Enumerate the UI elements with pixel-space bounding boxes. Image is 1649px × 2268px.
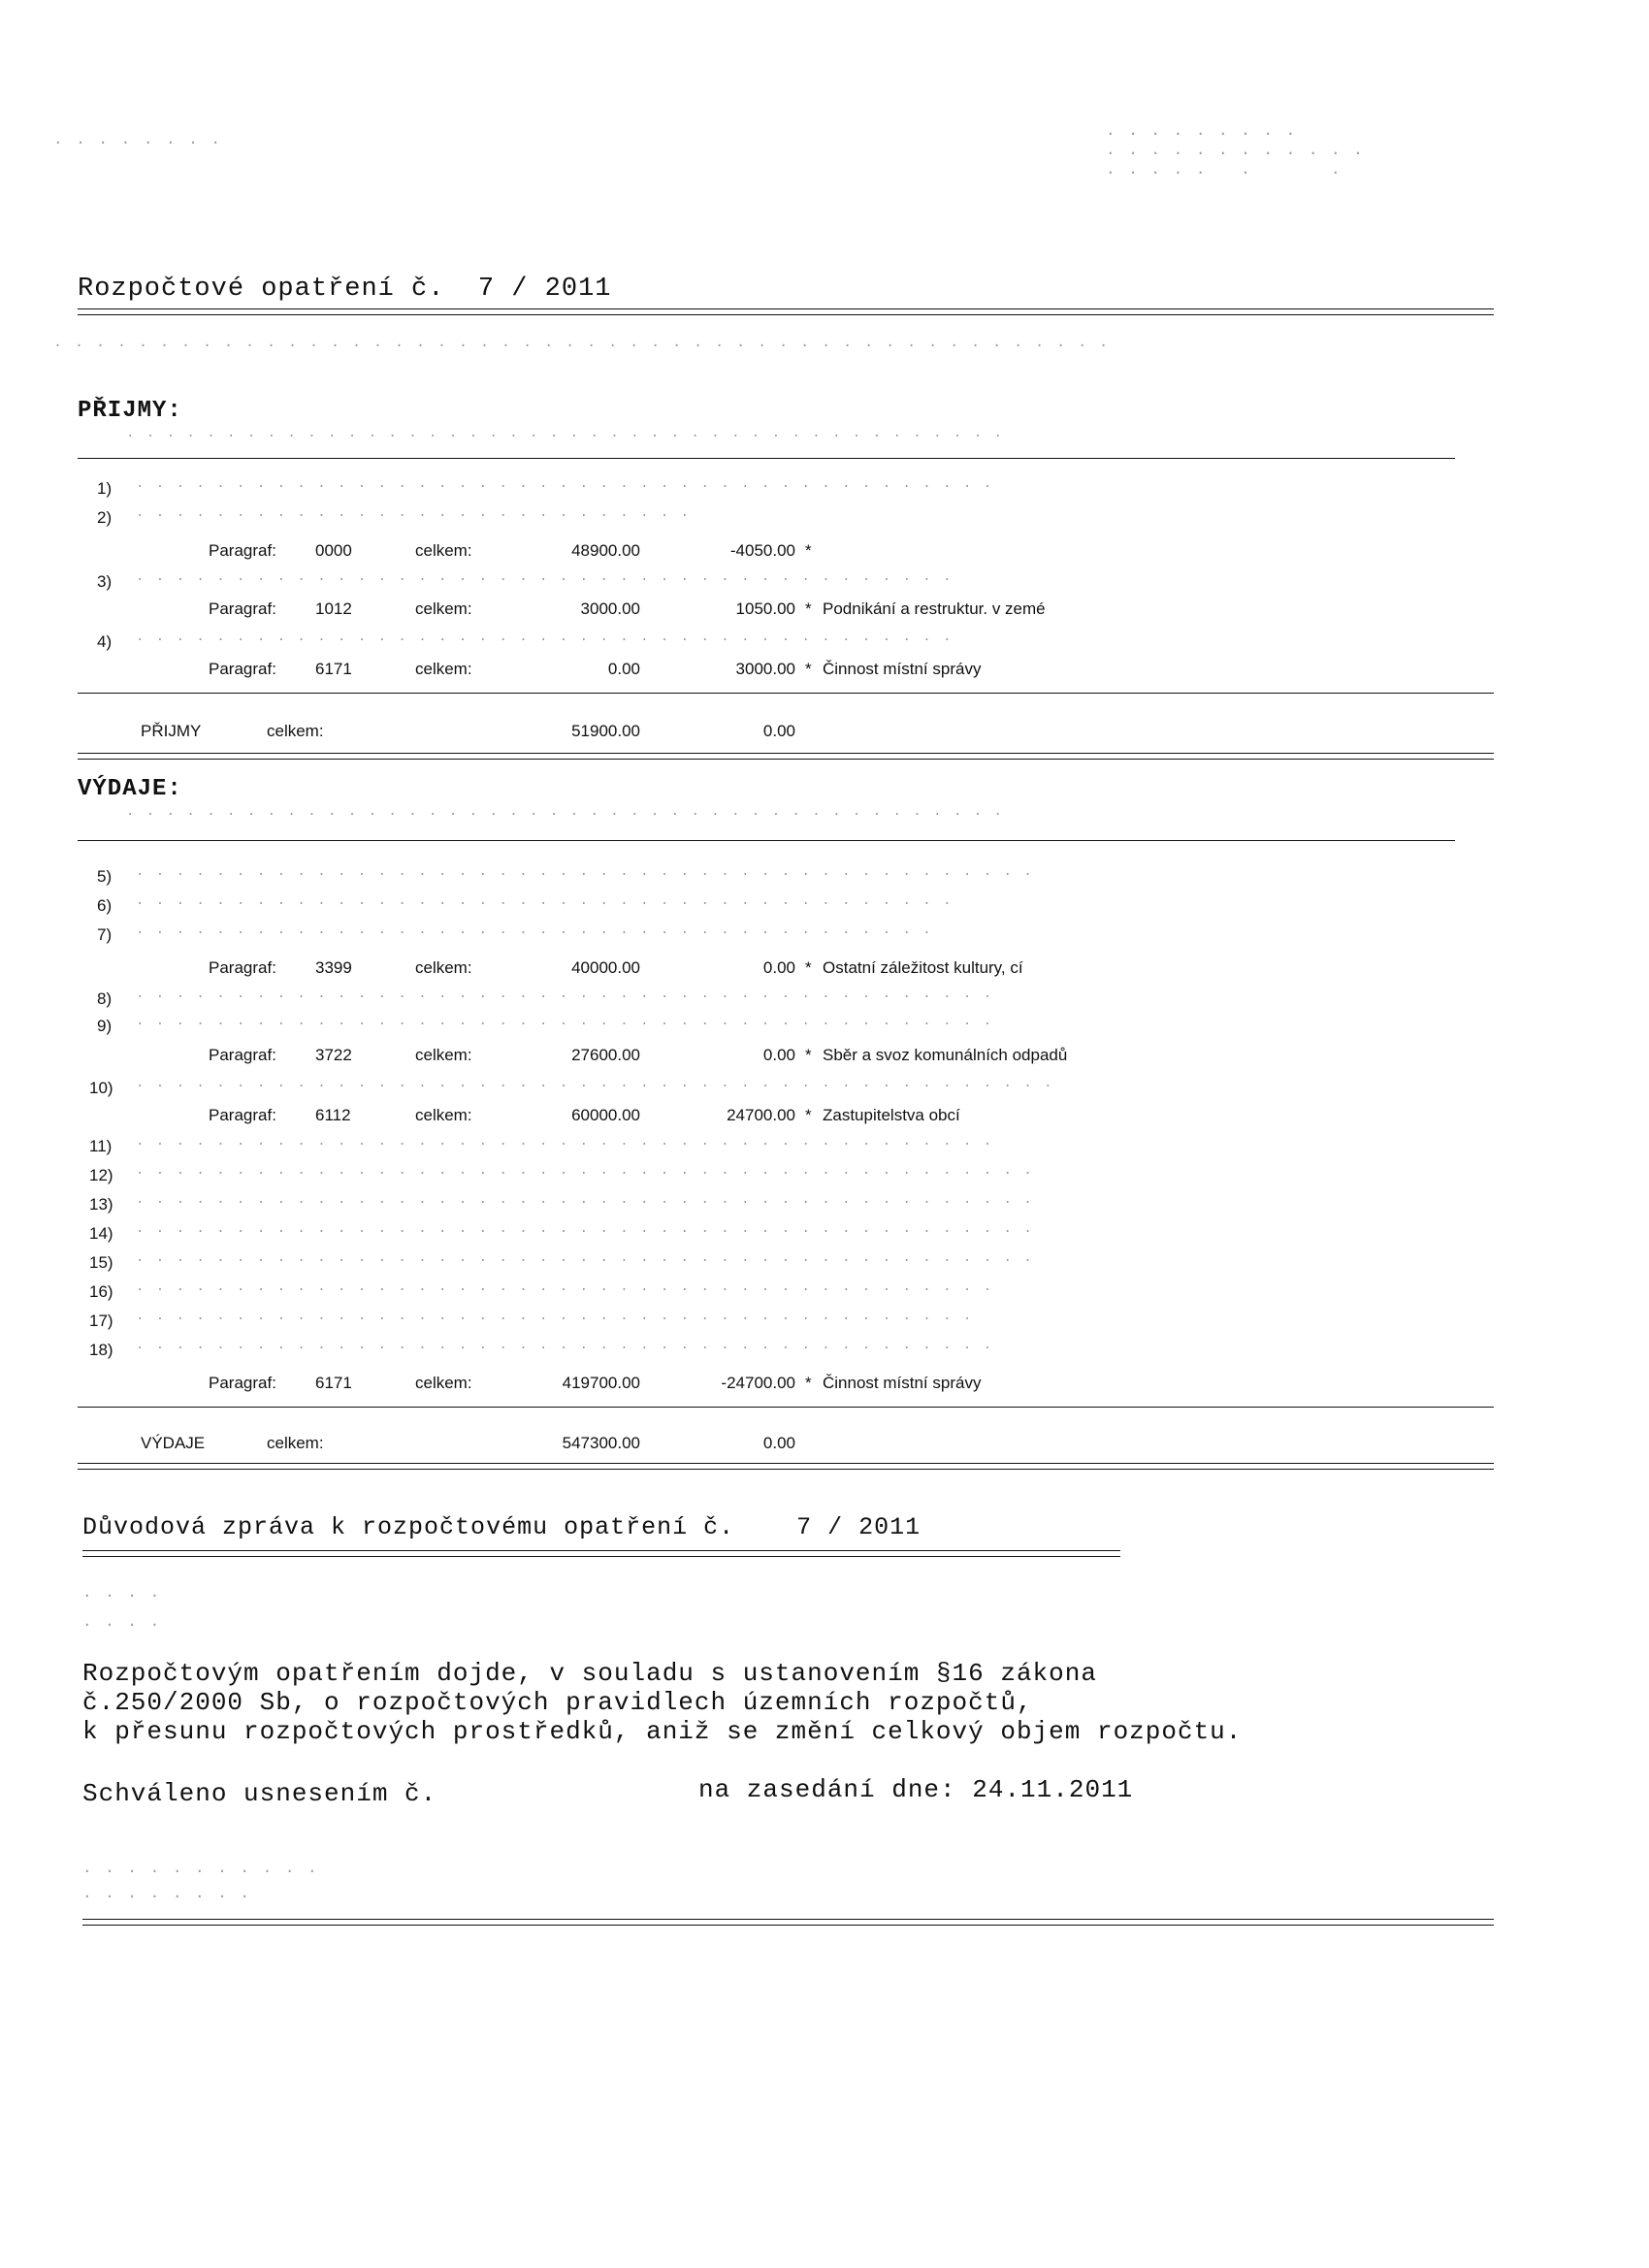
line-label: 3) [97,572,113,591]
paragraph-change: 3000.00 [735,660,795,678]
line-label: 9) [97,1017,113,1035]
justification-text-line-1: Rozpočtovým opatřením dojde, v souladu s ustanovením §16 zákona [82,1659,1097,1688]
paragraph-label: Paragraf: [209,599,276,618]
expenses-total-label: VÝDAJE [141,1434,206,1452]
paragraph-name: Zastupitelstva obcí [823,1106,960,1124]
title-divider-2 [78,314,1494,315]
paragraph-star: * [805,1374,812,1392]
paragraph-star: * [805,660,812,678]
line-label: 15) [89,1253,113,1272]
faint-footer-signature: · · · · · · · · · · · · · · · · · · · [82,1863,319,1905]
faint-line: · · · · · · · · · · · · · · · · · · · · · · · · · · · · · · · · · · · · · · · · · · · [136,1282,994,1298]
paragraph-name: Ostatní záležitost kultury, cí [823,958,1023,977]
paragraph-celkem: celkem: [415,1374,472,1392]
justification-text-line-3: k přesunu rozpočtových prostředků, aniž se změní celkový objem rozpočtu. [82,1717,1243,1746]
title-divider [78,308,1494,309]
faint-header-left: · · · · · · · · [53,134,223,151]
line-label: 5) [97,867,113,886]
paragraph-amount: 3000.00 [580,599,640,618]
faint-intro-line: · · · · · · · · · · · · · · · · · · · · · · · · · · · · · · · · · · · · · · · · · · · · · · · · · · [53,338,1111,354]
paragraph-change: -4050.00 [729,541,795,560]
justification-number: 7 / 2011 [796,1513,922,1541]
faint-line: · · · · · · · · · · · · · · · · · · · · · · · · · · · · · · · · · · · · · · · · · · · · · · [136,1079,1054,1094]
paragraph-code: 6171 [315,1374,352,1392]
faint-header-right: · · · · · · · · · · · · · · · · · · · · · · · · · · · · [1106,125,1365,181]
justification-text-line-2: č.250/2000 Sb, o rozpočtových pravidlech územních rozpočtů, [82,1688,1033,1717]
expenses-end-rule [78,1463,1494,1464]
faint-line: · · · · · · · · · · · · · · · · · · · · · · · · · · · · · · · · · · · · · · · · · · [136,1312,974,1327]
faint-line: · · · · · · · · · · · · · · · · · · · · · · · · · · · · · · · · · · · · · · · · · [136,896,954,912]
paragraph-code: 3399 [315,958,352,977]
expenses-total-rule [78,1407,1494,1408]
faint-line: · · · · · · · · · · · · · · · · · · · · · · · · · · · · · · · · · · · · · · · · · · · [136,1017,994,1032]
faint-line: · · · · · · · · · · · · · · · · · · · · · · · · · · · · · · · · · · · · · · · · · · · · · [136,1166,1034,1182]
line-label: 6) [97,896,113,915]
paragraph-change: 24700.00 [727,1106,795,1124]
paragraph-star: * [805,541,812,560]
line-label: 14) [89,1224,113,1243]
paragraph-code: 6171 [315,660,352,678]
faint-line: · · · · · · · · · · · · · · · · · · · · · · · · · · · · [136,508,692,524]
paragraph-amount: 48900.00 [571,541,640,560]
line-label: 4) [97,632,113,651]
faint-expenses-column-header: · · · · · · · · · · · · · · · · · · · · · · · · · · · · · · · · · · · · · · · · · · · · [126,807,1004,823]
paragraph-name: Podnikání a restruktur. v zemé [823,599,1046,618]
expenses-total-celkem: celkem: [267,1434,324,1452]
faint-references: · · · · · · · · [82,1587,162,1634]
expenses-total-amount: 547300.00 [562,1434,640,1452]
paragraph-label: Paragraf: [209,1046,276,1064]
income-heading: PŘIJMY: [78,398,182,424]
faint-line: · · · · · · · · · · · · · · · · · · · · · · · · · · · · · · · · · · · · · · · · · · · [136,479,994,495]
paragraph-amount: 419700.00 [562,1374,640,1392]
justification-rule [82,1550,1120,1551]
paragraph-label: Paragraf: [209,660,276,678]
faint-line: · · · · · · · · · · · · · · · · · · · · · · · · · · · · · · · · · · · · · · · · · [136,572,954,588]
expenses-heading: VÝDAJE: [78,776,182,802]
line-label: 17) [89,1312,113,1330]
paragraph-amount: 0.00 [607,660,640,678]
paragraph-celkem: celkem: [415,1106,472,1124]
approved-label: Schváleno usnesením č. [82,1779,437,1808]
footer-rule [82,1919,1494,1920]
paragraph-code: 1012 [315,599,352,618]
paragraph-code: 3722 [315,1046,352,1064]
line-label: 12) [89,1166,113,1184]
paragraph-amount: 40000.00 [571,958,640,977]
paragraph-amount: 27600.00 [571,1046,640,1064]
paragraph-code: 0000 [315,541,352,560]
line-label: 8) [97,989,113,1008]
faint-line: · · · · · · · · · · · · · · · · · · · · · · · · · · · · · · · · · · · · · · · · · [136,632,954,648]
income-total-label: PŘIJMY [141,722,202,740]
paragraph-celkem: celkem: [415,1046,472,1064]
paragraph-change: 1050.00 [735,599,795,618]
paragraph-change: 0.00 [762,1046,795,1064]
line-label: 18) [89,1341,113,1359]
paragraph-label: Paragraf: [209,1106,276,1124]
faint-line: · · · · · · · · · · · · · · · · · · · · · · · · · · · · · · · · · · · · · · · · · · · · · [136,1224,1034,1240]
income-end-rule-2 [78,759,1494,760]
paragraph-label: Paragraf: [209,958,276,977]
income-header-rule [78,458,1455,459]
faint-line: · · · · · · · · · · · · · · · · · · · · · · · · · · · · · · · · · · · · · · · · · · · · · [136,1253,1034,1269]
paragraph-name: Sběr a svoz komunálních odpadů [823,1046,1068,1064]
line-label: 7) [97,925,113,944]
paragraph-label: Paragraf: [209,1374,276,1392]
faint-line: · · · · · · · · · · · · · · · · · · · · · · · · · · · · · · · · · · · · · · · · · · · · · [136,867,1034,883]
line-label: 2) [97,508,113,527]
faint-income-column-header: · · · · · · · · · · · · · · · · · · · · · · · · · · · · · · · · · · · · · · · · · · · · [126,429,1004,444]
expenses-header-rule [78,840,1455,841]
document-number: 7 / 2011 [477,275,612,304]
paragraph-celkem: celkem: [415,541,472,560]
faint-line: · · · · · · · · · · · · · · · · · · · · · · · · · · · · · · · · · · · · · · · · · · · · · [136,1195,1034,1211]
paragraph-star: * [805,1046,812,1064]
income-total-rule [78,693,1494,694]
document-title: Rozpočtové opatření č. 7 / 2011 [78,275,612,304]
expenses-end-rule-2 [78,1469,1494,1470]
footer-rule-2 [82,1925,1494,1926]
justification-title: Důvodová zpráva k rozpočtovému opatření č. 7 / 2011 [82,1513,922,1541]
paragraph-celkem: celkem: [415,599,472,618]
justification-rule-2 [82,1556,1120,1557]
paragraph-code: 6112 [315,1106,351,1124]
paragraph-label: Paragraf: [209,541,276,560]
expenses-total-change: 0.00 [762,1434,795,1452]
income-total-celkem: celkem: [267,722,324,740]
paragraph-star: * [805,1106,812,1124]
line-label: 13) [89,1195,113,1214]
paragraph-celkem: celkem: [415,660,472,678]
paragraph-name: Činnost místní správy [823,1374,982,1392]
paragraph-star: * [805,599,812,618]
income-end-rule [78,753,1494,754]
line-label: 11) [89,1137,113,1155]
paragraph-star: * [805,958,812,977]
income-total-amount: 51900.00 [571,722,640,740]
line-label: 1) [97,479,113,498]
paragraph-change: 0.00 [762,958,795,977]
income-total-change: 0.00 [762,722,795,740]
faint-line: · · · · · · · · · · · · · · · · · · · · · · · · · · · · · · · · · · · · · · · · · · · [136,1137,994,1152]
faint-line: · · · · · · · · · · · · · · · · · · · · · · · · · · · · · · · · · · · · · · · · · · · [136,1341,994,1356]
faint-line: · · · · · · · · · · · · · · · · · · · · · · · · · · · · · · · · · · · · · · · · · · · [136,989,994,1005]
paragraph-amount: 60000.00 [571,1106,640,1124]
paragraph-name: Činnost místní správy [823,660,982,678]
line-label: 10) [89,1079,113,1097]
meeting-date: na zasedání dne: 24.11.2011 [698,1775,1134,1804]
line-label: 16) [89,1282,113,1301]
faint-line: · · · · · · · · · · · · · · · · · · · · · · · · · · · · · · · · · · · · · · · · [136,925,933,941]
paragraph-celkem: celkem: [415,958,472,977]
paragraph-change: -24700.00 [721,1374,795,1392]
